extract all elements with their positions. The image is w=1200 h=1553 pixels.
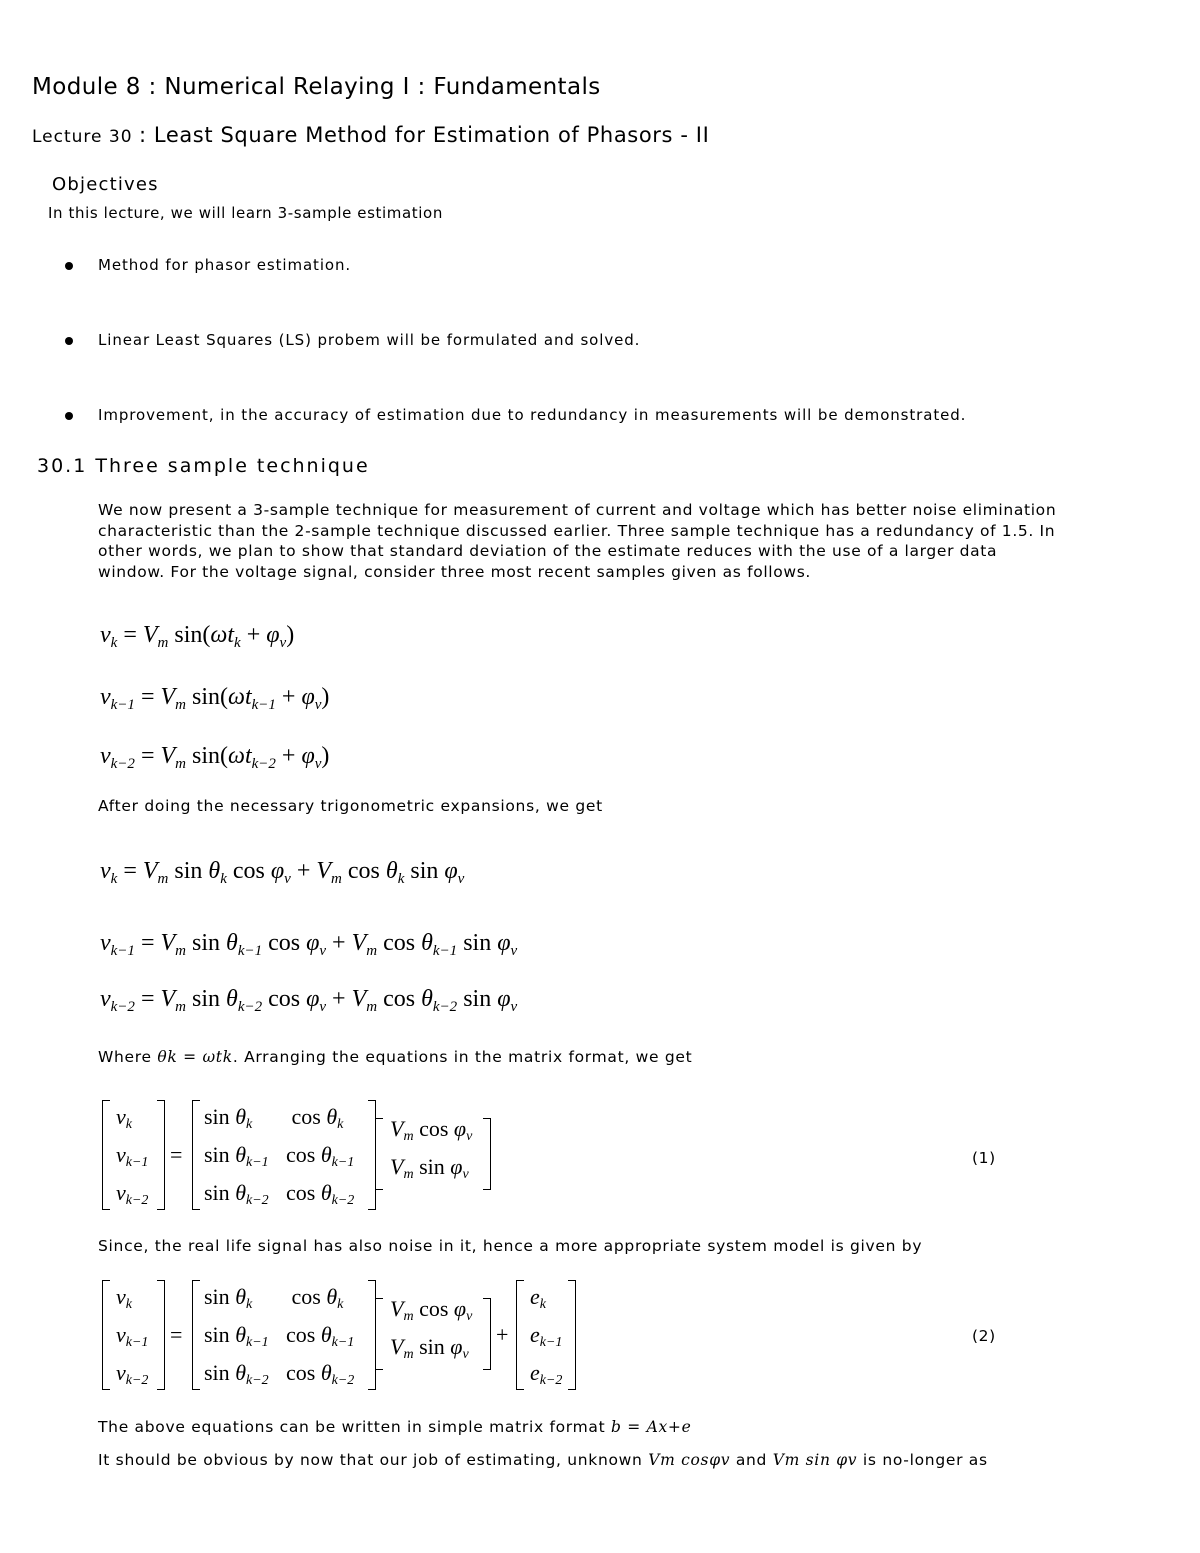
lecture-name: : Least Square Method for Estimation of Phasors - II — [138, 123, 710, 147]
module-title: Module 8 : Numerical Relaying I : Fundamentals — [32, 74, 601, 100]
bullet-icon — [65, 412, 73, 420]
where-math: θk = ωtk — [157, 1048, 233, 1066]
matrix-format-math: b = Ax+e — [611, 1418, 692, 1436]
bullet-icon — [65, 337, 73, 345]
expanded-vk-1: $v_{k-1} = V_m$ $\sin \theta_{k-1}$ $\cos \varphi_v + V_m$ $\cos \theta_{k-1}$ $\sin \varphi_v$ — [100, 930, 518, 959]
section-paragraph: We now present a 3-sample technique for measurement of current and voltage which has better noise elimination characteristic than the 2-sample technique discussed earlier. Three sample technique has a redundancy of 1.5. In other words, we plan to show that standard deviation of the estimate reduces with the use of a larger data window. For the voltage signal, consider three most recent samples given as follows. — [98, 501, 1057, 581]
equation-vk-1: $v_{k-1} = V_m$ $\sin(\omega t_{k-1} + \varphi_v)$ — [100, 684, 330, 713]
obvious-text: It should be obvious by now that our job of estimating, unknown Vm cosφv and Vm sin φv is no-longer as — [98, 1451, 988, 1469]
after-text: After doing the necessary trigonometric expansions, we get — [98, 797, 603, 815]
lecture-title — [32, 123, 709, 147]
equation-number-2: (2) — [972, 1327, 996, 1345]
matrix-format-text: The above equations can be written in simple matrix format b = Ax+e — [98, 1418, 692, 1436]
objectives-intro: In this lecture, we will learn 3-sample estimation — [48, 204, 443, 222]
matrix-equation-2: $v_k$ $v_{k-1}$ $v_{k-2}$ = $\sin \theta_k$ $\sin \theta_{k-1}$ $\sin \theta_{k-2}$ $\cos \theta_k$ $\cos \theta_{k-1}$ $\cos \theta_{k-2}$ $V_m$ $\cos \varphi_v$ $V_m$ $\sin \varphi_v$ + $e_k$ $e_{k-1}$ $e_{k-2}$ — [100, 1276, 620, 1396]
expanded-vk-2: $v_{k-2} = V_m$ $\sin \theta_{k-2}$ $\cos \varphi_v + V_m$ $\cos \theta_{k-2}$ $\sin \varphi_v$ — [100, 986, 518, 1015]
expanded-vk: $v_k = V_m$ $\sin \theta_k$ $\cos \varphi_v + V_m$ $\cos \theta_k$ $\sin \varphi_v$ — [100, 858, 465, 887]
equation-number-1: (1) — [972, 1149, 996, 1167]
bullet-icon — [65, 262, 73, 270]
section-heading: 30.1 Three sample technique — [37, 455, 370, 477]
equation-vk-2: $v_{k-2} = V_m$ $\sin(\omega t_{k-2} + \varphi_v)$ — [100, 743, 330, 772]
matrix-equation-1: $v_k$ $v_{k-1}$ $v_{k-2}$ = $\sin \theta_k$ $\sin \theta_{k-1}$ $\sin \theta_{k-2}$ $\cos \theta_k$ $\cos \theta_{k-1}$ $\cos \theta_{k-2}$ $V_m$ $\cos \varphi_v$ $V_m$ $\sin \varphi_v$ — [100, 1096, 620, 1216]
lecture-prefix: Lecture 30 — [32, 127, 139, 147]
objectives-heading: Objectives — [52, 174, 159, 195]
where-text: Where θk = ωtk. Arranging the equations in the matrix format, we get — [98, 1048, 693, 1066]
equation-vk: $v_k = V_m$ $\sin(\omega t_k + \varphi_v)$ — [100, 622, 295, 651]
since-text: Since, the real life signal has also noise in it, hence a more appropriate system model is given by — [98, 1237, 923, 1255]
